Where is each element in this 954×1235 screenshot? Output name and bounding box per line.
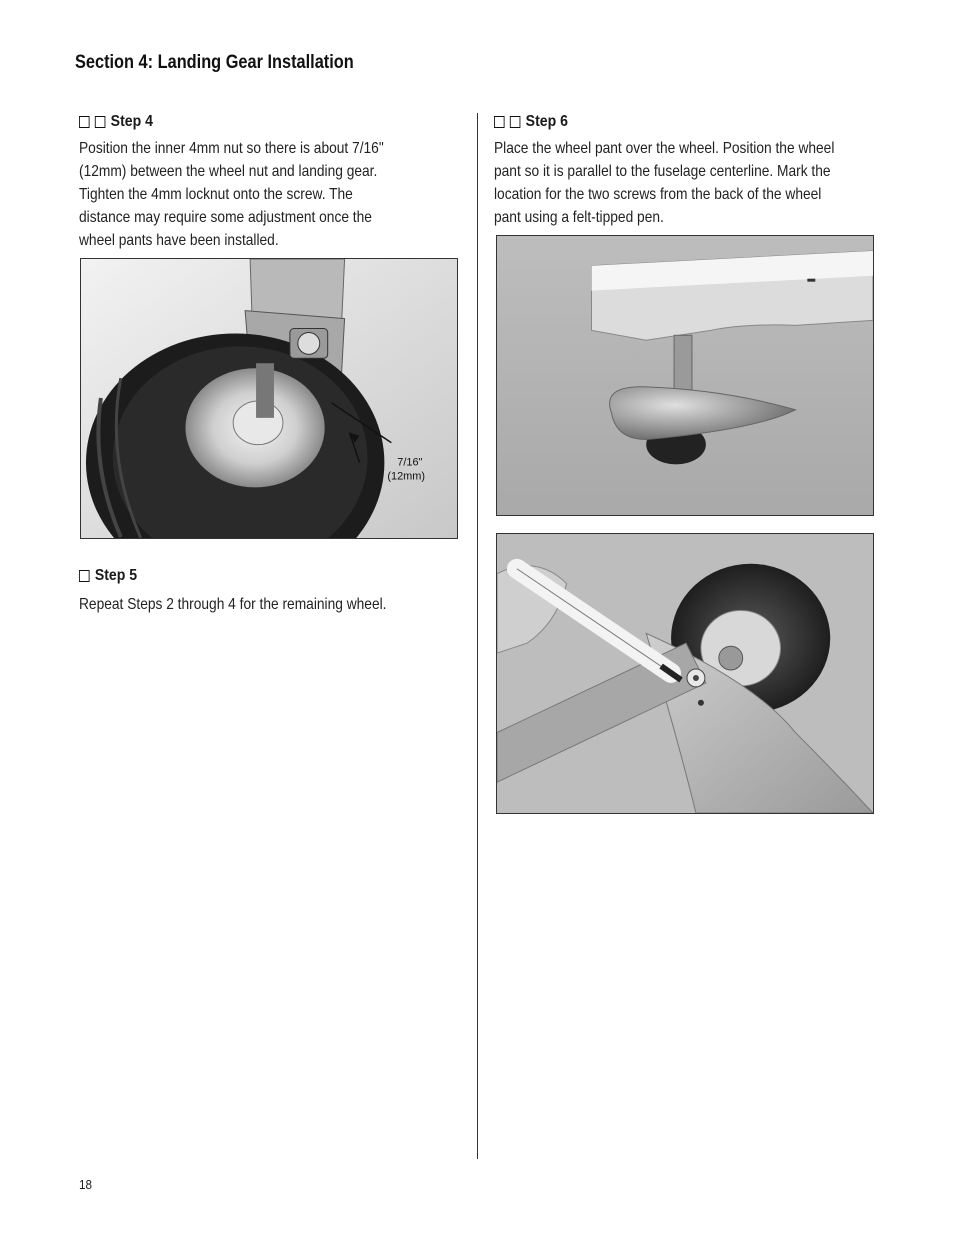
step6-text	[494, 137, 834, 229]
step6-text-line: pant using a felt-tipped pen.	[494, 209, 664, 226]
step4-text-line: Position the inner 4mm nut so there is about 7/16"	[79, 140, 384, 157]
step6-text-line: location for the two screws from the back of the wheel	[494, 186, 822, 203]
pen-marking-photo	[497, 534, 873, 813]
step6-heading-label: Step 6	[525, 113, 568, 130]
step4-text-line: wheel pants have been installed.	[79, 232, 279, 249]
wheel-pant-photo	[497, 236, 873, 515]
step5-text-line: Repeat Steps 2 through 4 for the remaining wheel.	[79, 596, 387, 613]
step4-text-line: Tighten the 4mm locknut onto the screw. The	[79, 186, 353, 203]
checkbox[interactable]	[79, 570, 90, 582]
page-number: 18	[79, 1177, 93, 1192]
step6-photo-marking	[496, 533, 874, 814]
step4-text	[79, 137, 384, 252]
step4-text-line: distance may require some adjustment once the	[79, 209, 372, 226]
measurement-label: (12mm)	[387, 470, 426, 483]
step6-photo-side-view	[496, 235, 874, 516]
checkbox[interactable]	[494, 116, 505, 128]
measurement-label: 7/16"	[397, 456, 423, 469]
step4-photo	[80, 258, 458, 539]
step4-heading	[79, 113, 153, 131]
checkbox[interactable]	[510, 116, 521, 128]
checkbox[interactable]	[79, 116, 90, 128]
section-title: Section 4: Landing Gear Installation	[75, 52, 354, 73]
step6-text-line: pant so it is parallel to the fuselage centerline. Mark the	[494, 163, 831, 180]
step5-text	[79, 593, 387, 616]
checkbox[interactable]	[95, 116, 106, 128]
wheel-nut-photo	[81, 259, 457, 538]
column-divider	[477, 113, 478, 1159]
step5-heading	[79, 567, 137, 585]
step4-heading-label: Step 4	[110, 113, 153, 130]
step5-heading-label: Step 5	[94, 567, 138, 584]
step4-text-line: (12mm) between the wheel nut and landing gear.	[79, 163, 378, 180]
step6-text-line: Place the wheel pant over the wheel. Position the wheel	[494, 140, 835, 157]
step6-heading	[494, 113, 568, 131]
